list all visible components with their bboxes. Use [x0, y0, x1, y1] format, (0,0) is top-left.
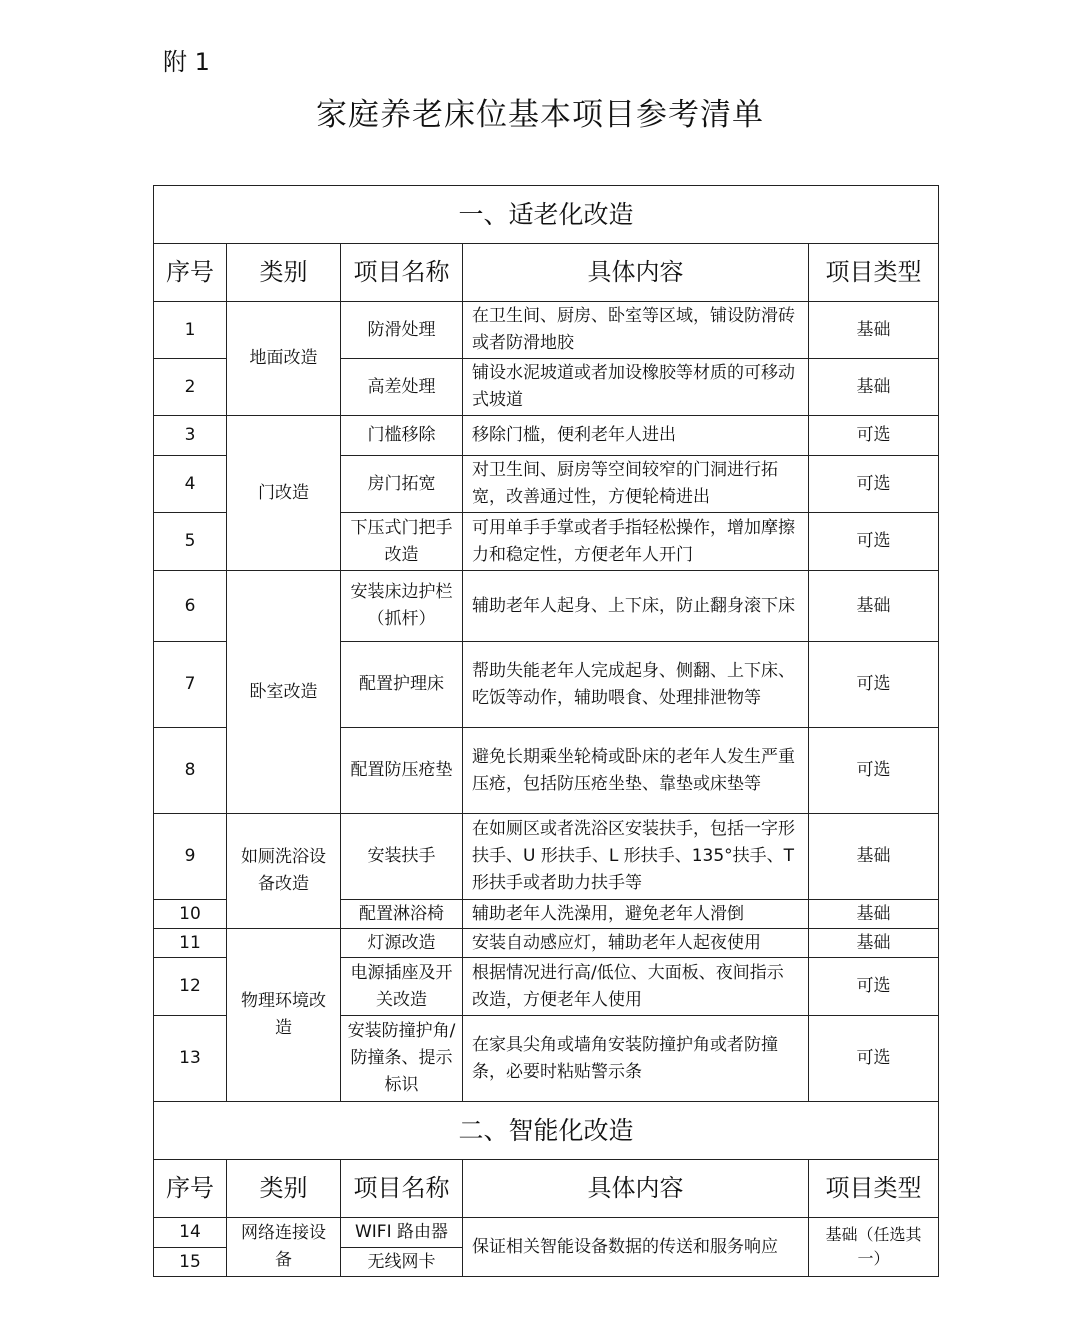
header-item-type: 项目类型 [809, 1160, 939, 1218]
row-item-name: 门槛移除 [341, 416, 463, 456]
row-item-name: 高差处理 [341, 359, 463, 416]
header-item-name: 项目名称 [341, 244, 463, 302]
header-category: 类别 [227, 244, 341, 302]
row-item-type: 基础 [809, 814, 939, 900]
row-seq: 13 [154, 1016, 227, 1102]
row-seq: 1 [154, 302, 227, 359]
row-seq: 3 [154, 416, 227, 456]
row-seq: 14 [154, 1218, 227, 1248]
row-content: 在如厕区或者洗浴区安装扶手，包括一字形扶手、U 形扶手、L 形扶手、135°扶手、T 形扶手或者助力扶手等 [463, 814, 809, 900]
header-item-type: 项目类型 [809, 244, 939, 302]
table-row [154, 571, 939, 642]
table-row [154, 1218, 939, 1248]
section-title: 二、智能化改造 [154, 1102, 939, 1160]
row-seq: 12 [154, 958, 227, 1016]
row-item-name: WIFI 路由器 [341, 1218, 463, 1248]
row-item-name: 无线网卡 [341, 1248, 463, 1277]
row-item-name: 配置护理床 [341, 642, 463, 728]
row-item-type: 基础 [809, 359, 939, 416]
row-item-name: 下压式门把手改造 [341, 513, 463, 571]
row-content: 可用单手手掌或者手指轻松操作，增加摩擦力和稳定性，方便老年人开门 [463, 513, 809, 571]
row-item-type: 可选 [809, 416, 939, 456]
table-row [154, 814, 939, 900]
header-content: 具体内容 [463, 244, 809, 302]
row-category: 门改造 [227, 416, 341, 571]
row-content: 根据情况进行高/低位、大面板、夜间指示改造，方便老年人使用 [463, 958, 809, 1016]
row-seq: 9 [154, 814, 227, 900]
row-content: 对卫生间、厨房等空间较窄的门洞进行拓宽，改善通过性，方便轮椅进出 [463, 456, 809, 513]
row-seq: 15 [154, 1248, 227, 1277]
row-content: 辅助老年人洗澡用，避免老年人滑倒 [463, 900, 809, 929]
row-category: 如厕洗浴设备改造 [227, 814, 341, 929]
row-item-type: 可选 [809, 958, 939, 1016]
header-content: 具体内容 [463, 1160, 809, 1218]
row-category: 卧室改造 [227, 571, 341, 814]
header-category: 类别 [227, 1160, 341, 1218]
table-row [154, 302, 939, 359]
row-content: 移除门槛，便利老年人进出 [463, 416, 809, 456]
row-item-type: 可选 [809, 513, 939, 571]
row-content: 避免长期乘坐轮椅或卧床的老年人发生严重压疮，包括防压疮坐垫、靠垫或床垫等 [463, 728, 809, 814]
row-item-type: 基础 [809, 929, 939, 958]
section-header-row [154, 1102, 939, 1160]
table-row [154, 416, 939, 456]
attachment-label: 附 1 [163, 48, 210, 76]
row-item-name: 灯源改造 [341, 929, 463, 958]
column-header-row [154, 1160, 939, 1218]
row-item-name: 配置防压疮垫 [341, 728, 463, 814]
row-seq: 6 [154, 571, 227, 642]
row-item-name: 配置淋浴椅 [341, 900, 463, 929]
row-category: 地面改造 [227, 302, 341, 416]
header-seq: 序号 [154, 1160, 227, 1218]
row-seq: 10 [154, 900, 227, 929]
row-item-name: 安装床边护栏（抓杆） [341, 571, 463, 642]
row-seq: 4 [154, 456, 227, 513]
row-content: 铺设水泥坡道或者加设橡胶等材质的可移动式坡道 [463, 359, 809, 416]
header-seq: 序号 [154, 244, 227, 302]
row-category: 网络连接设备 [227, 1218, 341, 1277]
row-item-type: 可选 [809, 728, 939, 814]
row-item-type: 可选 [809, 642, 939, 728]
row-seq: 11 [154, 929, 227, 958]
row-content: 在家具尖角或墙角安装防撞护角或者防撞条，必要时粘贴警示条 [463, 1016, 809, 1102]
section-title: 一、适老化改造 [154, 186, 939, 244]
row-content: 保证相关智能设备数据的传送和服务响应 [463, 1218, 809, 1277]
row-seq: 8 [154, 728, 227, 814]
section-header-row [154, 186, 939, 244]
row-item-name: 电源插座及开关改造 [341, 958, 463, 1016]
table-row [154, 929, 939, 958]
row-item-name: 安装扶手 [341, 814, 463, 900]
row-item-type: 可选 [809, 1016, 939, 1102]
row-item-name: 防滑处理 [341, 302, 463, 359]
column-header-row [154, 244, 939, 302]
project-list-table [153, 185, 939, 1277]
row-content: 在卫生间、厨房、卧室等区域，铺设防滑砖或者防滑地胶 [463, 302, 809, 359]
row-content: 安装自动感应灯，辅助老年人起夜使用 [463, 929, 809, 958]
row-item-name: 安装防撞护角/防撞条、提示标识 [341, 1016, 463, 1102]
row-item-type: 基础 [809, 900, 939, 929]
row-seq: 5 [154, 513, 227, 571]
row-item-type: 基础（任选其一） [809, 1218, 939, 1277]
row-content: 帮助失能老年人完成起身、侧翻、上下床、吃饭等动作，辅助喂食、处理排泄物等 [463, 642, 809, 728]
row-seq: 7 [154, 642, 227, 728]
row-category: 物理环境改造 [227, 929, 341, 1102]
row-item-type: 基础 [809, 302, 939, 359]
row-item-type: 基础 [809, 571, 939, 642]
row-content: 辅助老年人起身、上下床，防止翻身滚下床 [463, 571, 809, 642]
row-item-name: 房门拓宽 [341, 456, 463, 513]
document-title: 家庭养老床位基本项目参考清单 [316, 97, 764, 133]
row-item-type: 可选 [809, 456, 939, 513]
header-item-name: 项目名称 [341, 1160, 463, 1218]
row-seq: 2 [154, 359, 227, 416]
